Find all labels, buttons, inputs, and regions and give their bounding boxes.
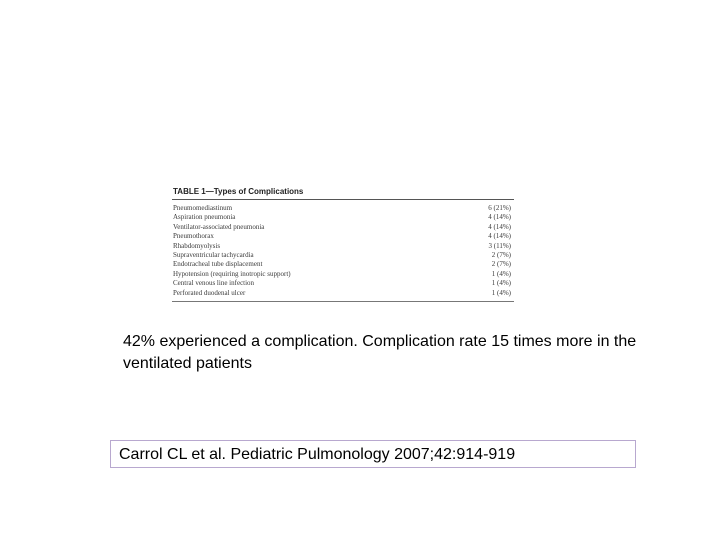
- complication-caption: 42% experienced a complication. Complication rate 15 times more in the ventilated patients: [123, 333, 637, 372]
- row-value: 2 (7%): [491, 251, 511, 260]
- row-label: Pneumomediastinum: [173, 204, 233, 212]
- row-value: 6 (21%): [488, 204, 511, 212]
- row-value: 4 (14%): [488, 213, 511, 222]
- row-value: 3 (11%): [488, 241, 511, 250]
- row-value: 2 (7%): [491, 260, 511, 269]
- table-row: [172, 289, 514, 298]
- table-body: [172, 204, 514, 298]
- table-row: [172, 242, 514, 251]
- row-value: 1 (4%): [491, 279, 511, 288]
- citation-box: [110, 440, 636, 468]
- table-top-rule: [172, 199, 514, 200]
- row-value: 4 (14%): [488, 222, 511, 231]
- row-label: Supraventricular tachycardia: [173, 251, 254, 260]
- table-row: [172, 213, 514, 222]
- row-value: 1 (4%): [491, 288, 511, 297]
- row-label: Perforated duodenal ulcer: [173, 288, 246, 297]
- table-bottom-rule: [172, 301, 514, 302]
- table-row: [172, 232, 514, 241]
- table-row: [172, 204, 514, 213]
- row-value: 1 (4%): [491, 269, 511, 278]
- row-value: 4 (14%): [488, 232, 511, 241]
- table-row: [172, 223, 514, 232]
- table-title: TABLE 1—Types of Complications: [173, 187, 304, 196]
- row-label: Pneumothorax: [173, 232, 214, 241]
- row-label: Central venous line infection: [173, 279, 255, 288]
- row-label: Rhabdomyolysis: [173, 241, 221, 250]
- row-label: Hypotension (requiring inotropic support): [173, 269, 291, 278]
- row-label: Endotracheal tube displacement: [173, 260, 263, 269]
- row-label: Ventilator-associated pneumonia: [173, 222, 265, 231]
- table-row: [172, 260, 514, 269]
- complications-table: [172, 187, 514, 302]
- table-row: [172, 270, 514, 279]
- row-label: Aspiration pneumonia: [173, 213, 236, 222]
- table-row: [172, 251, 514, 260]
- table-row: [172, 279, 514, 288]
- citation-text: Carrol CL et al. Pediatric Pulmonology 2007;42:914-919: [119, 446, 516, 463]
